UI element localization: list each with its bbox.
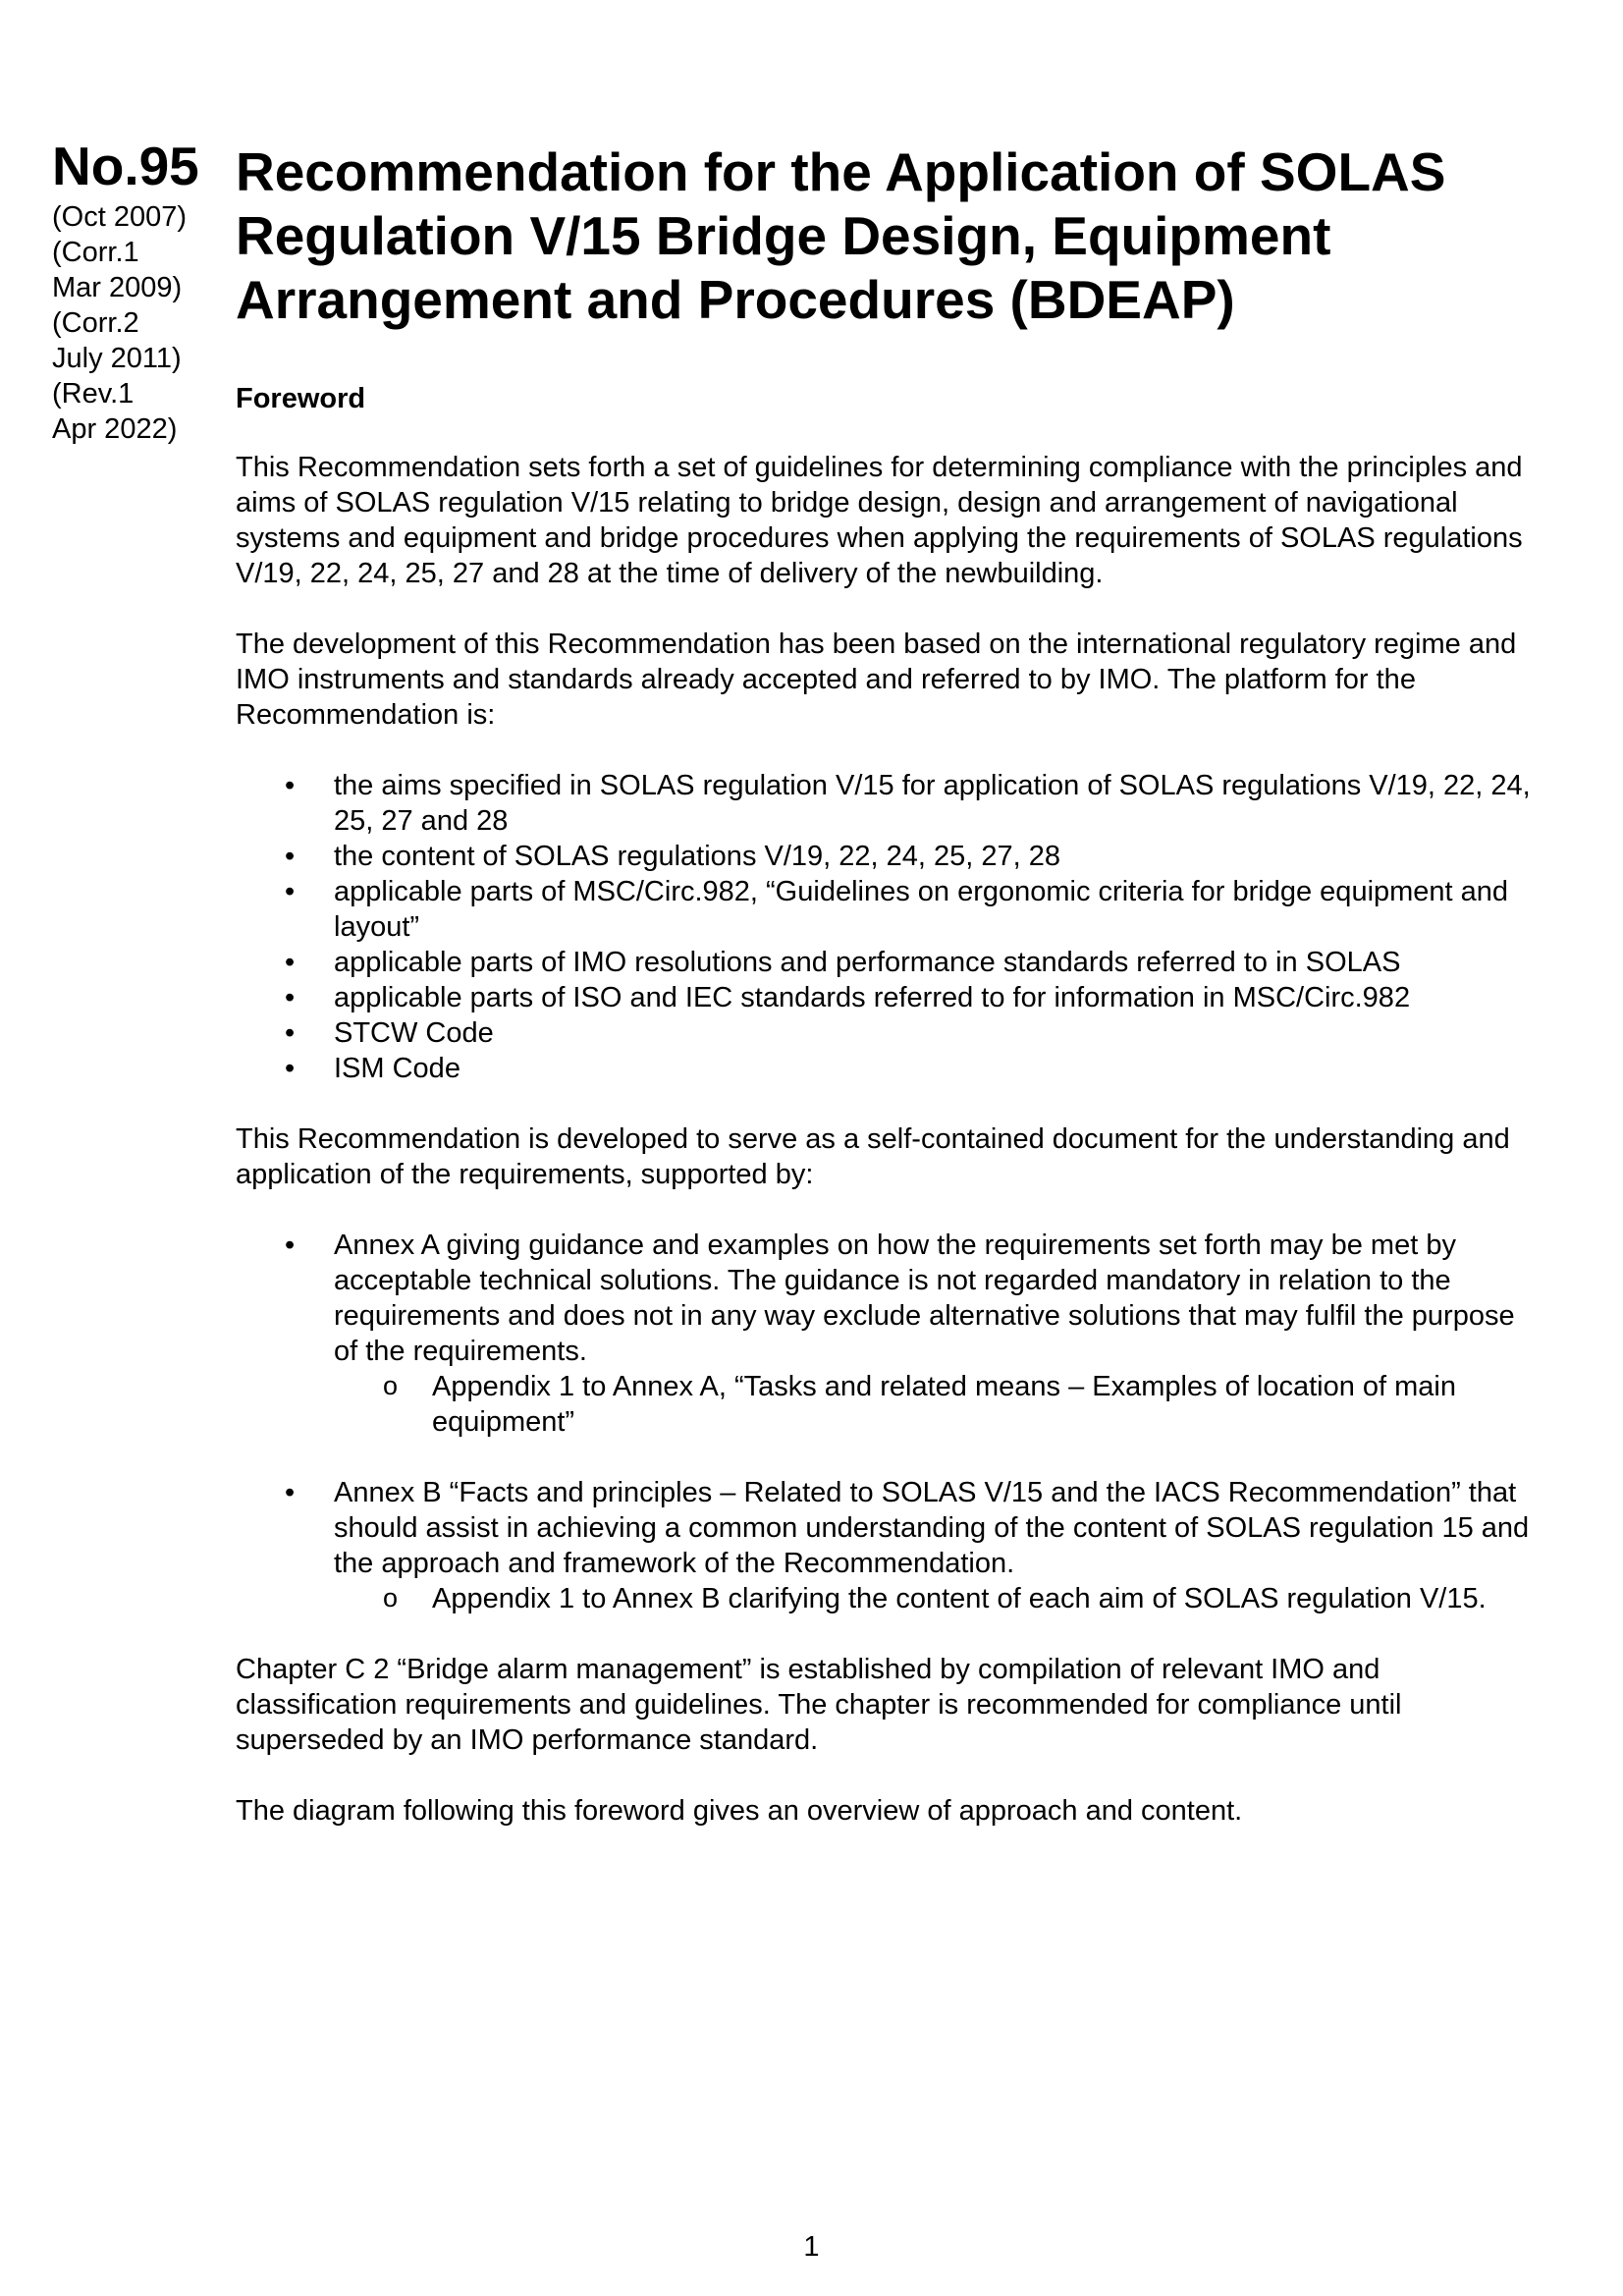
paragraph: The diagram following this foreword gives an overview of approach and content. (236, 1795, 1243, 1827)
list-item-text: applicable parts of ISO and IEC standards referred to for information in MSC/Circ.982 (334, 982, 1411, 1013)
revision-line: Apr 2022) (52, 413, 178, 445)
sub-list-item (383, 1369, 1532, 1440)
revision-line: (Oct 2007) (52, 201, 187, 233)
bullet-icon: • (285, 1017, 296, 1049)
bullet-icon: • (285, 1053, 296, 1084)
sub-list-item (383, 1581, 1532, 1616)
sub-list-item-text: Appendix 1 to Annex A, “Tasks and related means – Examples of location of main equipment” (432, 1371, 1456, 1438)
bullet-icon: • (285, 982, 296, 1013)
platform-list (236, 768, 1532, 1086)
list-item-text: the aims specified in SOLAS regulation V/15 for application of SOLAS regulations V/19, 22, 24, 25, 27 and 28 (334, 770, 1531, 837)
bullet-icon: • (285, 1230, 296, 1261)
list-item (285, 980, 1532, 1015)
circle-bullet-icon: o (383, 1583, 399, 1613)
list-item (285, 1051, 1532, 1086)
bullet-icon: • (285, 1477, 296, 1508)
list-item-text: Annex A giving guidance and examples on how the requirements set forth may be met by acceptable technical solutions. The guidance is not regarded mandatory in relation to the requirements and does not in any way exclude alternative solutions that may fulfil the purpose of the requirements. (334, 1230, 1515, 1367)
section-heading: Foreword (236, 383, 366, 414)
document-margin (52, 136, 209, 447)
list-item (285, 839, 1532, 874)
document-number: No.95 (52, 136, 199, 196)
bullet-icon: • (285, 876, 296, 907)
bullet-icon: • (285, 841, 296, 872)
paragraph: This Recommendation is developed to serve as a self-contained document for the understanding and application of the requirements, supported by: (236, 1123, 1510, 1190)
sub-list-item-text: Appendix 1 to Annex B clarifying the content of each aim of SOLAS regulation V/15. (432, 1583, 1487, 1614)
list-item (285, 1475, 1532, 1616)
list-item-text: applicable parts of MSC/Circ.982, “Guidelines on ergonomic criteria for bridge equipment and layout” (334, 876, 1509, 943)
list-item (285, 1015, 1532, 1051)
list-item-text: ISM Code (334, 1053, 460, 1084)
document-body (236, 140, 1532, 1864)
list-item-text: applicable parts of IMO resolutions and performance standards referred to in SOLAS (334, 947, 1401, 978)
circle-bullet-icon: o (383, 1371, 399, 1400)
list-item (285, 874, 1532, 945)
bullet-icon: • (285, 770, 296, 801)
paragraph: The development of this Recommendation has been based on the international regulatory regime and IMO instruments and standards already accepted and referred to by IMO. The platform for the Recommendation is: (236, 629, 1517, 731)
bullet-icon: • (285, 947, 296, 978)
list-item (285, 768, 1532, 839)
page-number: 1 (803, 2231, 820, 2263)
revision-line: July 2011) (52, 343, 182, 374)
sub-list (334, 1369, 1532, 1440)
revision-line: Mar 2009) (52, 272, 183, 303)
revision-line: (Corr.2 (52, 307, 139, 339)
list-item (285, 1228, 1532, 1440)
list-item (285, 945, 1532, 980)
document-title: Recommendation for the Application of SOLAS Regulation V/15 Bridge Design, Equipment Arrangement and Procedures (BDEAP) (236, 141, 1446, 330)
list-item-text: STCW Code (334, 1017, 494, 1049)
annex-list (236, 1228, 1532, 1616)
list-item-text: Annex B “Facts and principles – Related to SOLAS V/15 and the IACS Recommendation” that should assist in achieving a common understanding of the content of SOLAS regulation 15 and the approach and framework of the Recommendation. (334, 1477, 1530, 1579)
revision-line: (Rev.1 (52, 378, 135, 410)
revision-line: (Corr.1 (52, 237, 139, 268)
paragraph: This Recommendation sets forth a set of guidelines for determining compliance with the principles and aims of SOLAS regulation V/15 relating to bridge design, design and arrangement of navigational systems and equipment and bridge procedures when applying the requirements of SOLAS regulations V/19, 22, 24, 25, 27 and 28 at the time of delivery of the newbuilding. (236, 452, 1523, 589)
list-item-text: the content of SOLAS regulations V/19, 22, 24, 25, 27, 28 (334, 841, 1061, 872)
paragraph: Chapter C 2 “Bridge alarm management” is established by compilation of relevant IMO and classification requirements and guidelines. The chapter is recommended for compliance until superseded by an IMO performance standard. (236, 1654, 1402, 1756)
sub-list (334, 1581, 1532, 1616)
